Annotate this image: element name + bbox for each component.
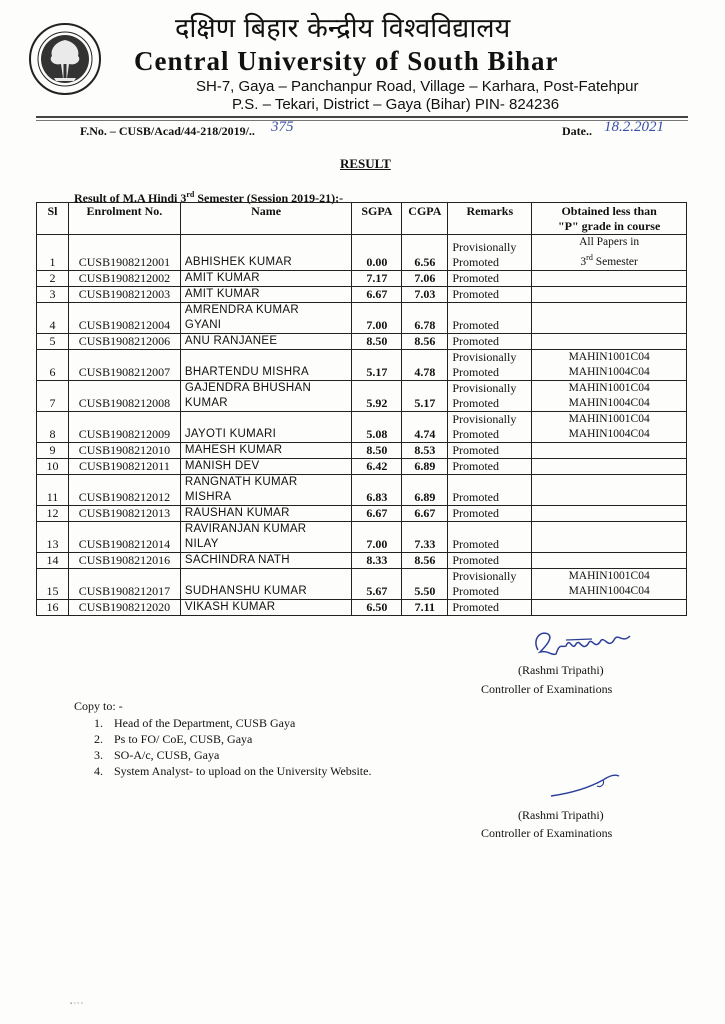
cell-obtained xyxy=(532,333,687,349)
cell-sl: 6 xyxy=(37,349,69,380)
cell-remarks: Provisionally Promoted xyxy=(448,235,532,271)
header-obtained: Obtained less than "P" grade in course xyxy=(532,203,687,235)
copy-to-item: 3. SO-A/c, CUSB, Gaya xyxy=(94,748,220,762)
address-line-2: P.S. – Tekari, District – Gaya (Bihar) PIN- 824236 xyxy=(232,96,560,113)
cell-cgpa: 6.56 xyxy=(402,235,448,271)
cell-sgpa: 7.00 xyxy=(352,521,402,552)
cell-obtained xyxy=(532,474,687,505)
cell-name: SUDHANSHU KUMAR xyxy=(180,568,352,599)
cell-remarks: Provisionally Promoted xyxy=(448,568,532,599)
table-row xyxy=(37,270,687,286)
cell-sl: 13 xyxy=(37,521,69,552)
cell-cgpa: 7.06 xyxy=(402,270,448,286)
cell-obtained xyxy=(532,505,687,521)
cell-obtained xyxy=(532,552,687,568)
cell-sgpa: 5.92 xyxy=(352,380,402,411)
cell-sgpa: 6.42 xyxy=(352,458,402,474)
cell-sgpa: 6.83 xyxy=(352,474,402,505)
scan-footer-mark: ▪ ▫ ▫ ▫ xyxy=(70,1001,84,1007)
cell-name: ABHISHEK KUMAR xyxy=(180,235,352,271)
cell-obtained: MAHIN1001C04 MAHIN1004C04 xyxy=(532,568,687,599)
table-row xyxy=(37,568,687,599)
cell-cgpa: 8.56 xyxy=(402,552,448,568)
cell-sl: 5 xyxy=(37,333,69,349)
cell-enrolment: CUSB1908212007 xyxy=(68,349,180,380)
cell-cgpa: 4.78 xyxy=(402,349,448,380)
cell-cgpa: 5.17 xyxy=(402,380,448,411)
header-divider-thin xyxy=(36,120,688,121)
address-line-1: SH-7, Gaya – Panchanpur Road, Village – Karhara, Post-Fatehpur xyxy=(196,78,639,95)
cell-remarks: Promoted xyxy=(448,552,532,568)
cell-remarks: Promoted xyxy=(448,302,532,333)
signatory-1-name: (Rashmi Tripathi) xyxy=(518,663,604,677)
result-table xyxy=(36,202,687,616)
cell-sl: 14 xyxy=(37,552,69,568)
cell-sgpa: 8.50 xyxy=(352,442,402,458)
header-divider xyxy=(36,116,688,118)
cell-enrolment: CUSB1908212009 xyxy=(68,411,180,442)
cell-sgpa: 7.00 xyxy=(352,302,402,333)
cell-sgpa: 7.17 xyxy=(352,270,402,286)
header-sgpa: SGPA xyxy=(352,203,402,235)
table-row xyxy=(37,286,687,302)
cell-cgpa: 5.50 xyxy=(402,568,448,599)
date-handwritten: 18.2.2021 xyxy=(604,119,664,135)
table-row xyxy=(37,521,687,552)
university-name-hindi: दक्षिण बिहार केन्द्रीय विश्वविद्यालय xyxy=(175,13,511,44)
header-sl: Sl xyxy=(37,203,69,235)
cell-enrolment: CUSB1908212011 xyxy=(68,458,180,474)
cell-cgpa: 7.33 xyxy=(402,521,448,552)
cell-remarks: Promoted xyxy=(448,270,532,286)
table-row xyxy=(37,442,687,458)
header-remarks: Remarks xyxy=(448,203,532,235)
cell-remarks: Promoted xyxy=(448,286,532,302)
signatory-2-name: (Rashmi Tripathi) xyxy=(518,808,604,822)
table-row xyxy=(37,235,687,271)
cell-remarks: Promoted xyxy=(448,474,532,505)
table-caption: Result of M.A Hindi 3rd Semester (Session 2019-21):- xyxy=(74,190,344,205)
cell-remarks: Promoted xyxy=(448,521,532,552)
cell-name: ANU RANJANEE xyxy=(180,333,352,349)
cell-name: RAUSHAN KUMAR xyxy=(180,505,352,521)
cell-obtained xyxy=(532,521,687,552)
cell-obtained xyxy=(532,458,687,474)
file-number: F.No. – CUSB/Acad/44-218/2019/.. xyxy=(80,124,255,138)
header-name: Name xyxy=(180,203,352,235)
cell-sl: 12 xyxy=(37,505,69,521)
table-row xyxy=(37,411,687,442)
cell-sl: 11 xyxy=(37,474,69,505)
cell-enrolment: CUSB1908212004 xyxy=(68,302,180,333)
cell-name: VIKASH KUMAR xyxy=(180,599,352,615)
cell-obtained: MAHIN1001C04 MAHIN1004C04 xyxy=(532,349,687,380)
table-row xyxy=(37,458,687,474)
table-row xyxy=(37,380,687,411)
cell-obtained: MAHIN1001C04 MAHIN1004C04 xyxy=(532,380,687,411)
cell-name: RANGNATH KUMAR MISHRA xyxy=(180,474,352,505)
cell-cgpa: 8.56 xyxy=(402,333,448,349)
cell-obtained xyxy=(532,302,687,333)
cell-remarks: Promoted xyxy=(448,333,532,349)
table-row xyxy=(37,333,687,349)
header-enrolment: Enrolment No. xyxy=(68,203,180,235)
cell-remarks: Promoted xyxy=(448,599,532,615)
cell-obtained xyxy=(532,270,687,286)
header-cgpa: CGPA xyxy=(402,203,448,235)
signatory-2-title: Controller of Examinations xyxy=(481,826,613,840)
cell-remarks: Provisionally Promoted xyxy=(448,380,532,411)
cell-enrolment: CUSB1908212014 xyxy=(68,521,180,552)
document-title: RESULT xyxy=(340,156,391,171)
table-row xyxy=(37,552,687,568)
cell-cgpa: 4.74 xyxy=(402,411,448,442)
cell-remarks: Promoted xyxy=(448,458,532,474)
cell-sgpa: 8.50 xyxy=(352,333,402,349)
table-row xyxy=(37,505,687,521)
result-table-body xyxy=(37,235,687,616)
cell-enrolment: CUSB1908212020 xyxy=(68,599,180,615)
cell-cgpa: 7.11 xyxy=(402,599,448,615)
cell-enrolment: CUSB1908212013 xyxy=(68,505,180,521)
cell-name: AMIT KUMAR xyxy=(180,270,352,286)
cell-enrolment: CUSB1908212016 xyxy=(68,552,180,568)
cell-cgpa: 8.53 xyxy=(402,442,448,458)
cell-obtained xyxy=(532,286,687,302)
cell-sl: 16 xyxy=(37,599,69,615)
cell-sl: 8 xyxy=(37,411,69,442)
cell-cgpa: 6.89 xyxy=(402,458,448,474)
cell-name: RAVIRANJAN KUMAR NILAY xyxy=(180,521,352,552)
cell-obtained xyxy=(532,599,687,615)
cell-remarks: Promoted xyxy=(448,442,532,458)
cell-sl: 9 xyxy=(37,442,69,458)
cell-name: MAHESH KUMAR xyxy=(180,442,352,458)
cell-enrolment: CUSB1908212003 xyxy=(68,286,180,302)
table-row xyxy=(37,474,687,505)
cell-sgpa: 6.50 xyxy=(352,599,402,615)
copy-to-item: 1. Head of the Department, CUSB Gaya xyxy=(94,716,296,730)
cell-enrolment: CUSB1908212001 xyxy=(68,235,180,271)
table-row xyxy=(37,599,687,615)
cell-enrolment: CUSB1908212012 xyxy=(68,474,180,505)
cell-sl: 7 xyxy=(37,380,69,411)
cell-sgpa: 8.33 xyxy=(352,552,402,568)
cell-remarks: Provisionally Promoted xyxy=(448,349,532,380)
copy-to-item: 4. System Analyst- to upload on the University Website. xyxy=(94,764,372,778)
cell-cgpa: 6.89 xyxy=(402,474,448,505)
cell-sl: 2 xyxy=(37,270,69,286)
cell-sl: 10 xyxy=(37,458,69,474)
cell-obtained xyxy=(532,442,687,458)
cell-name: JAYOTI KUMARI xyxy=(180,411,352,442)
cell-sgpa: 0.00 xyxy=(352,235,402,271)
cell-name: MANISH DEV xyxy=(180,458,352,474)
cell-sgpa: 6.67 xyxy=(352,505,402,521)
cell-enrolment: CUSB1908212002 xyxy=(68,270,180,286)
cell-enrolment: CUSB1908212017 xyxy=(68,568,180,599)
cell-enrolment: CUSB1908212006 xyxy=(68,333,180,349)
cell-name: GAJENDRA BHUSHAN KUMAR xyxy=(180,380,352,411)
copy-to-list xyxy=(94,715,371,779)
cell-remarks: Provisionally Promoted xyxy=(448,411,532,442)
table-header-row xyxy=(37,203,687,235)
copy-to-item: 2. Ps to FO/ CoE, CUSB, Gaya xyxy=(94,732,253,746)
copy-to-title: Copy to: - xyxy=(74,699,123,713)
cell-name: SACHINDRA NATH xyxy=(180,552,352,568)
signatory-1-title: Controller of Examinations xyxy=(481,682,613,696)
signature-1 xyxy=(526,622,646,662)
cell-name: AMIT KUMAR xyxy=(180,286,352,302)
cell-sl: 3 xyxy=(37,286,69,302)
university-name-english: Central University of South Bihar xyxy=(134,46,559,76)
cell-sl: 4 xyxy=(37,302,69,333)
file-number-handwritten: 375 xyxy=(271,119,294,135)
cell-obtained: MAHIN1001C04 MAHIN1004C04 xyxy=(532,411,687,442)
cell-enrolment: CUSB1908212010 xyxy=(68,442,180,458)
cell-cgpa: 6.78 xyxy=(402,302,448,333)
table-row xyxy=(37,349,687,380)
cell-enrolment: CUSB1908212008 xyxy=(68,380,180,411)
cell-sgpa: 5.08 xyxy=(352,411,402,442)
cell-remarks: Promoted xyxy=(448,505,532,521)
date-label: Date.. xyxy=(562,124,592,138)
signature-2 xyxy=(545,770,625,800)
cell-sgpa: 6.67 xyxy=(352,286,402,302)
university-seal-logo xyxy=(28,22,102,96)
table-row xyxy=(37,302,687,333)
cell-sl: 15 xyxy=(37,568,69,599)
cell-cgpa: 7.03 xyxy=(402,286,448,302)
cell-sl: 1 xyxy=(37,235,69,271)
cell-sgpa: 5.67 xyxy=(352,568,402,599)
cell-obtained: All Papers in 3rd Semester xyxy=(532,235,687,271)
cell-cgpa: 6.67 xyxy=(402,505,448,521)
cell-sgpa: 5.17 xyxy=(352,349,402,380)
cell-name: AMRENDRA KUMAR GYANI xyxy=(180,302,352,333)
cell-name: BHARTENDU MISHRA xyxy=(180,349,352,380)
